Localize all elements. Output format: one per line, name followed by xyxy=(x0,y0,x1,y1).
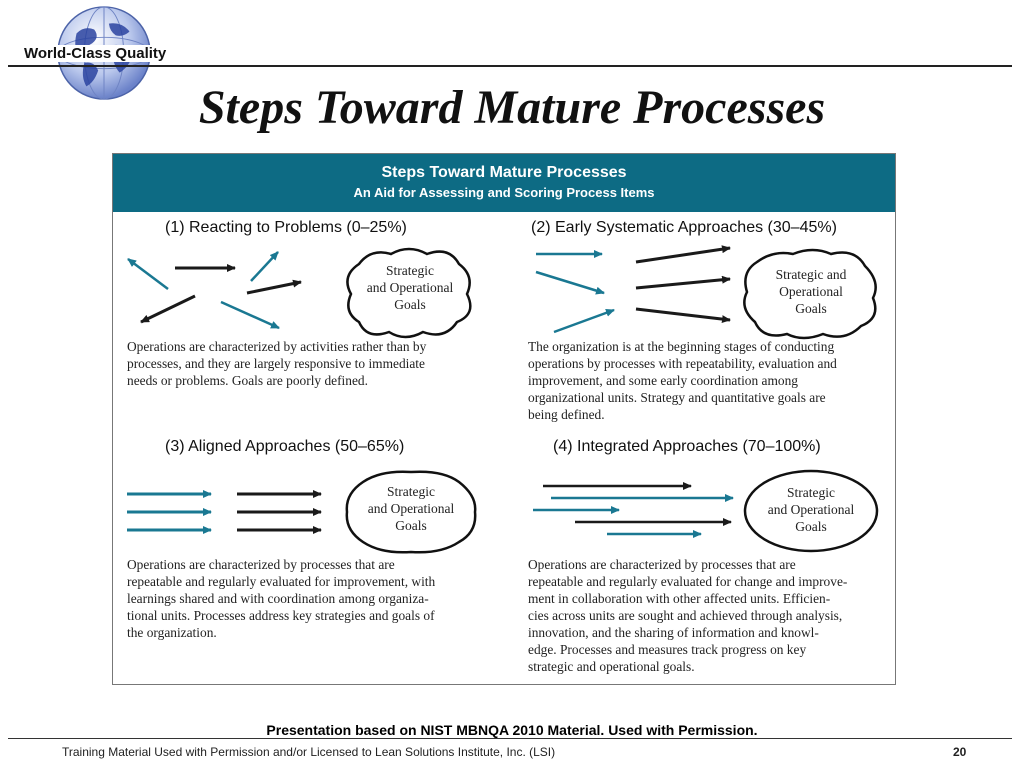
header-divider xyxy=(8,65,1012,67)
panel-subtitle: An Aid for Assessing and Scoring Process Items xyxy=(353,185,655,200)
footer-divider xyxy=(8,738,1012,739)
stage-4-goal-label: Strategic and Operational Goals xyxy=(767,485,855,534)
stage-2-title: (2) Early Systematic Approaches (30–45%) xyxy=(531,219,837,236)
footer-training-note: Training Material Used with Permission and/or Licensed to Lean Solutions Institute, Inc. (LSI) xyxy=(62,745,556,759)
slide-title: Steps Toward Mature Processes xyxy=(198,81,826,134)
stage-3-goal-label: Strategic and Operational Goals xyxy=(367,484,455,533)
stage-1-goal-label: Strategic and Operational Goals xyxy=(366,263,454,312)
stage-1-description: Operations are characterized by activities rather than by processes, and they are largely responsive to immediate needs or problems. Goals are poorly defined. xyxy=(127,339,427,388)
stage-3-arrows xyxy=(113,484,343,539)
stage-4-title: (4) Integrated Approaches (70–100%) xyxy=(553,438,821,455)
permission-credit: Presentation based on NIST MBNQA 2010 Material. Used with Permission. xyxy=(266,722,758,738)
stage-3-description: Operations are characterized by processes that are repeatable and regularly evaluated for improvement, with learnings shared and with coordination among organiza- tional units. Processes address key strategies and goals of the organization. xyxy=(127,557,436,640)
stage-2-goal-label: Strategic and Operational Goals xyxy=(775,267,847,316)
panel-banner xyxy=(113,154,895,212)
page-number: 20 xyxy=(953,745,967,759)
stage-4-arrows xyxy=(523,476,743,548)
maturity-panel xyxy=(112,153,896,685)
stage-4-description: Operations are characterized by processes that are repeatable and regularly evaluated for change and improve- ment in collaboration with other affected units. Efficien- cies across units are sought and achieved through analysis, innovation, and the sharing of information and knowl- edge. Processes and measures track progress on key strategic and operational goals. xyxy=(528,557,848,674)
stage-2-arrows xyxy=(528,242,758,337)
brand-label: World-Class Quality xyxy=(24,45,167,62)
stage-3-title: (3) Aligned Approaches (50–65%) xyxy=(165,438,405,455)
stage-1-title: (1) Reacting to Problems (0–25%) xyxy=(165,219,407,236)
panel-title: Steps Toward Mature Processes xyxy=(381,164,627,181)
stage-2-description: The organization is at the beginning stages of conducting operations by processes with repeatability, evaluation and improvement, and some early coordination among organizational units. Strategy and quantitative goals are being defined. xyxy=(528,339,837,422)
stage-1-arrows xyxy=(113,244,343,334)
